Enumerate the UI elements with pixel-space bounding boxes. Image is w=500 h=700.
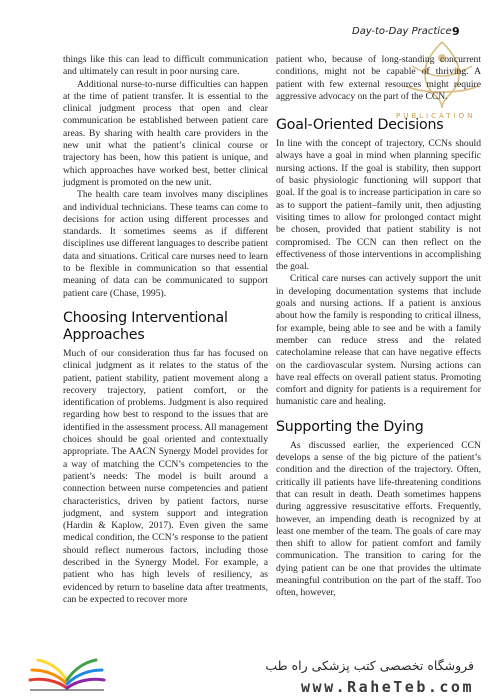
right-paragraph-1: patient who, because of long-standing concurrent conditions, might not be capable of thriving. A patient with few external resources might require aggressive advocacy on the part of the CCN. bbox=[276, 54, 481, 102]
footer-store-name: فروشگاه تخصصی کتب پزشکی راه طب bbox=[265, 658, 474, 673]
running-title: Day-to-Day Practice bbox=[352, 26, 452, 37]
page-number: 9 bbox=[452, 25, 460, 38]
left-paragraph-3: The health care team involves many disciplines and individual technicians. These teams can come to decisions for action using different processes and standards. It sometimes seems as if different disciplines use different languages to describe patient data and situations. Critical care nurses need to learn to be flexible in communication so that essential meaning of data can be communicated to support patient care (Chase, 1995). bbox=[63, 189, 268, 299]
left-column bbox=[63, 54, 268, 606]
right-paragraph-4: As discussed earlier, the experienced CCN develops a sense of the big picture of the patient’s condition and the direction of the trajectory. Often, critically ill patients have life-threatening conditions that can result in death. Death sometimes happens during aggressive resuscitative efforts. Frequently, however, an impending death is recognized by at least one member of the team. The goals of care may then shift to allow for patient comfort and family communication. The transition to caring for the dying patient can be one that provides the ultimate meaningful contribution on the part of the staff. Too often, however, bbox=[276, 439, 481, 599]
watermark-publication-text: PUBLICATION bbox=[396, 112, 476, 120]
footer-website[interactable]: www.RaheTeb.com bbox=[301, 678, 474, 696]
heading-goal-oriented-decisions: Goal-Oriented Decisions bbox=[276, 117, 444, 134]
left-paragraph-2: Additional nurse-to-nurse difficulties can happen at the time of patient transfer. It is essential to the clinical judgment process that open and clear communication be established between patient care areas. By sharing with health care providers in the new unit what the patient’s clinical course or trajectory has been, how this patient is unique, and which approaches have worked best, better clinical judgment is promoted on the new unit. bbox=[63, 78, 268, 188]
right-column bbox=[276, 54, 481, 600]
heading-supporting-the-dying: Supporting the Dying bbox=[276, 418, 424, 435]
right-paragraph-2: In line with the concept of trajectory, CCNs should always have a goal in mind when planning specific nursing actions. If the goal is stability, then support of basic physiologic functioning will support that goal. If the goal is to increase participation in care so as to support the patient–family unit, then adjusting visiting times to allow for prolonged contact might be chosen, provided that patient stability is not compromised. The CCN can then reflect on the effectiveness of those interventions in accomplishing the goal. bbox=[276, 138, 481, 273]
left-paragraph-4: Much of our consideration thus far has focused on clinical judgment as it relates to the status of the patient, patient stability, patient movement along a recovery trajectory, patient comfort, or the identification of problems. Judgment is also required regarding how best to respond to the issues that are identified in the assessment process. All management choices should be goal oriented and contextually appropriate. The AACN Synergy Model provides for a way of matching the CCN’s competencies to the patient’s needs: The model is built around a connection between nurse competencies and patient characteristics, driven by patient factors, nurse judgment, and system support and integration (Hardin & Kaplow, 2017). Even given the same medical condition, the CCN’s response to the patient should reflect numerous factors, including those described in the Synergy Model. For example, a patient who has high levels of resiliency, as evidenced by return to baseline data after treatments, can be expected to recover more bbox=[63, 347, 268, 605]
left-paragraph-1: things like this can lead to difficult communication and ultimately can result in poor nursing care. bbox=[63, 54, 268, 78]
right-paragraph-3: Critical care nurses can actively support the unit in developing documentation systems that include goals and nursing actions. If a patient is anxious about how the family is responding to critical illness, for example, being able to see and be with a family member can reduce stress and the related catecholamine release that can have negative effects on the cardiovascular system. Nursing actions can have real effects on overall patient status. Promoting comfort and dignity for patients is a requirement for humanistic care and healing. bbox=[276, 273, 481, 408]
footer-banner bbox=[0, 648, 500, 700]
book-logo-icon bbox=[26, 654, 108, 694]
heading-choosing-interventional-approaches: Choosing Interventional Approaches bbox=[63, 309, 228, 343]
